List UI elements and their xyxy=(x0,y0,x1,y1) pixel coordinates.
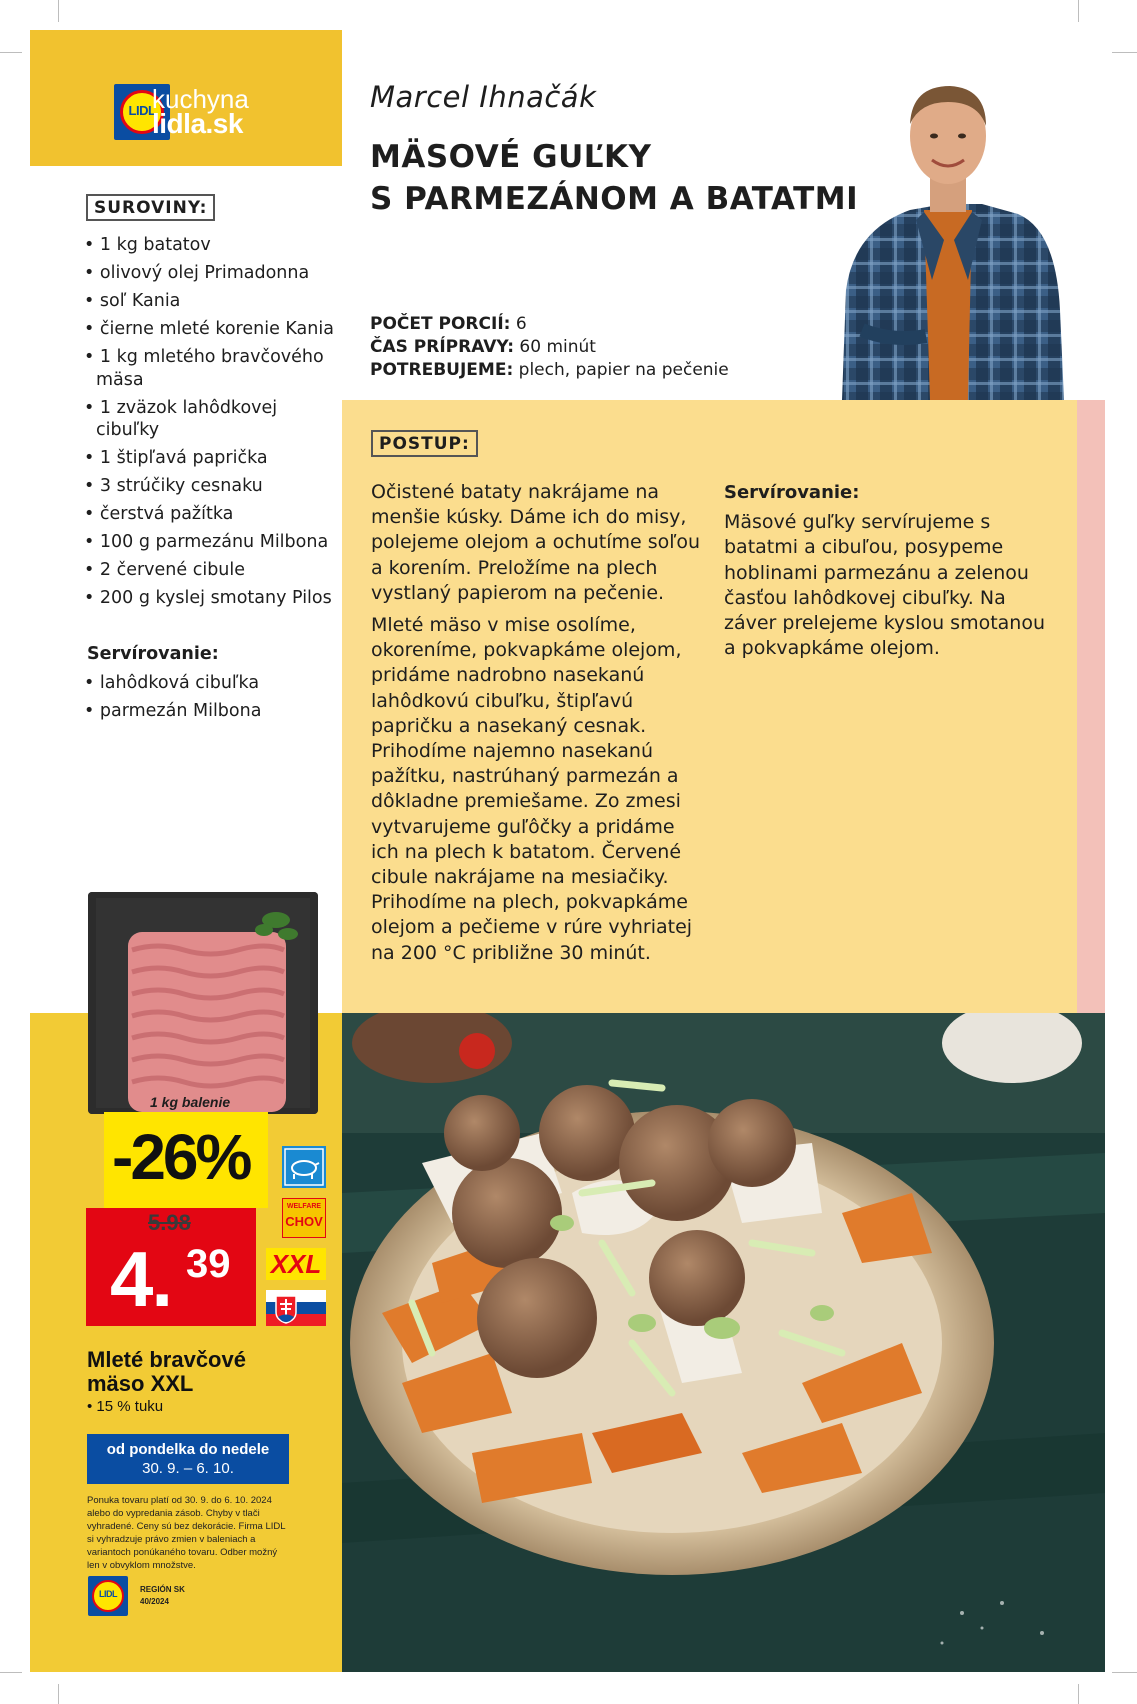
price-decimal: 39 xyxy=(186,1242,231,1286)
ingredients-heading: SUROVINY: xyxy=(86,194,215,221)
recipe-title-line1: MÄSOVÉ GUĽKY xyxy=(370,139,652,175)
xxl-badge: XXL xyxy=(266,1248,326,1280)
crop-mark xyxy=(1112,52,1137,53)
product-fat-info: • 15 % tuku xyxy=(87,1398,164,1415)
decorative-strip xyxy=(1077,400,1105,1013)
pack-size-label: 1 kg balenie xyxy=(150,1094,231,1110)
pig-icon xyxy=(282,1146,326,1188)
welfare-badge: WELFARE CHOV xyxy=(282,1198,326,1238)
serving-instructions-text: Mäsové guľky servírujeme s batatmi a cibuľou, posypeme hoblinami parmezánu a zelenou časťou lahôdkovej cibuľky. Na záver prelejeme kyslou smotanou a pokvapkáme olejom. xyxy=(724,511,1046,660)
brand-name-line1: kuchyna xyxy=(152,84,249,114)
crop-mark xyxy=(58,1684,59,1704)
crop-mark xyxy=(1112,1672,1137,1673)
serving-instructions xyxy=(724,480,1054,661)
crop-mark xyxy=(1078,1684,1079,1704)
lidl-logo: LIDL xyxy=(114,84,170,140)
list-item: • olivový olej Primadonna xyxy=(84,262,334,285)
disclaimer-text: Ponuka tovaru platí od 30. 9. do 6. 10. 2024 alebo do vypredania zásob. Chyby v tlači vyhradené. Ceny sú bez dekorácie. Firma LIDL si vyhradzuje právo zmien v baleniach a variantoch ponúkaného tovaru. Odber možný len v obvyklom množstve. xyxy=(87,1495,286,1571)
step-paragraph: Očistené bataty nakrájame na menšie kúsky. Dáme ich do misy, polejeme olejom a ochutíme soľou a korením. Preložíme na plech vystlaný papierom na pečenie. xyxy=(371,481,701,604)
list-item: • čierne mleté korenie Kania xyxy=(84,318,334,341)
list-item: • 3 strúčiky cesnaku xyxy=(84,475,334,498)
old-price: 5.98 xyxy=(148,1210,191,1235)
price-integer: 4. xyxy=(110,1235,172,1323)
discount-value: -26% xyxy=(112,1121,250,1193)
steps-heading: POSTUP: xyxy=(371,430,478,457)
chef-photo xyxy=(832,80,1064,400)
product-name: Mleté bravčové mäso XXL xyxy=(87,1347,246,1396)
offer-date-box xyxy=(87,1434,289,1484)
list-item: • 1 zväzok lahôdkovej cibuľky xyxy=(84,397,334,442)
portions: POČET PORCIÍ: 6 xyxy=(370,314,527,334)
list-item: • parmezán Milbona xyxy=(84,700,334,723)
ingredients-list xyxy=(84,234,334,615)
lidl-small-logo: LIDL xyxy=(88,1576,128,1616)
step-paragraph: Mleté mäso v mise osolíme, okoreníme, pokvapkáme olejom, pridáme nadrobno nasekanú lahôdkovú cibuľku, štipľavú papričku a nasekaný cesnak. Prihodíme najemno nasekanú pažítku, nastrúhaný parmezán a dôkladne premiešame. Zo zmesi vytvarujeme guľôčky a pridáme ich na plech k batatom. Červené cibule nakrájame na mesiačiky. Prihodíme na plech, pokvapkáme olejom a pečieme v rúre vyhriatej na 200 °C približne 30 minút. xyxy=(371,614,693,964)
list-item: • lahôdková cibuľka xyxy=(84,672,334,695)
crop-mark xyxy=(0,1672,22,1673)
list-item: • 100 g parmezánu Milbona xyxy=(84,531,334,554)
author-name: Marcel Ihnačák xyxy=(370,80,597,114)
serving-list xyxy=(84,672,334,728)
crop-mark xyxy=(58,0,59,22)
dish-photo xyxy=(342,1013,1105,1672)
crop-mark xyxy=(0,52,22,53)
steps-text xyxy=(371,480,701,973)
list-item: • soľ Kania xyxy=(84,290,334,313)
region-info: REGIÓN SK 40/2024 xyxy=(140,1585,185,1606)
list-item: • 200 g kyslej smotany Pilos xyxy=(84,587,334,610)
list-item: • 2 červené cibule xyxy=(84,559,334,582)
list-item: • čerstvá pažítka xyxy=(84,503,334,526)
discount-badge xyxy=(104,1112,268,1208)
product-image xyxy=(88,892,318,1114)
slovak-flag-icon xyxy=(266,1290,326,1326)
list-item: • 1 kg batatov xyxy=(84,234,334,257)
list-item: • 1 štipľavá paprička xyxy=(84,447,334,470)
equipment: POTREBUJEME: plech, papier na pečenie xyxy=(370,360,729,380)
prep-time: ČAS PRÍPRAVY: 60 minút xyxy=(370,337,596,357)
offer-date-days: od pondelka do nedele xyxy=(106,1441,270,1458)
brand-name-line2: lidla.sk xyxy=(152,108,243,139)
serving-instructions-heading: Servírovanie: xyxy=(724,482,860,503)
offer-date-range: 30. 9. – 6. 10. xyxy=(142,1460,234,1477)
crop-mark xyxy=(1078,0,1079,22)
serving-heading: Servírovanie: xyxy=(87,644,219,664)
recipe-title xyxy=(370,136,858,220)
list-item: • 1 kg mletého bravčového mäsa xyxy=(84,346,334,391)
recipe-title-line2: S PARMEZÁNOM A BATATMI xyxy=(370,181,859,217)
